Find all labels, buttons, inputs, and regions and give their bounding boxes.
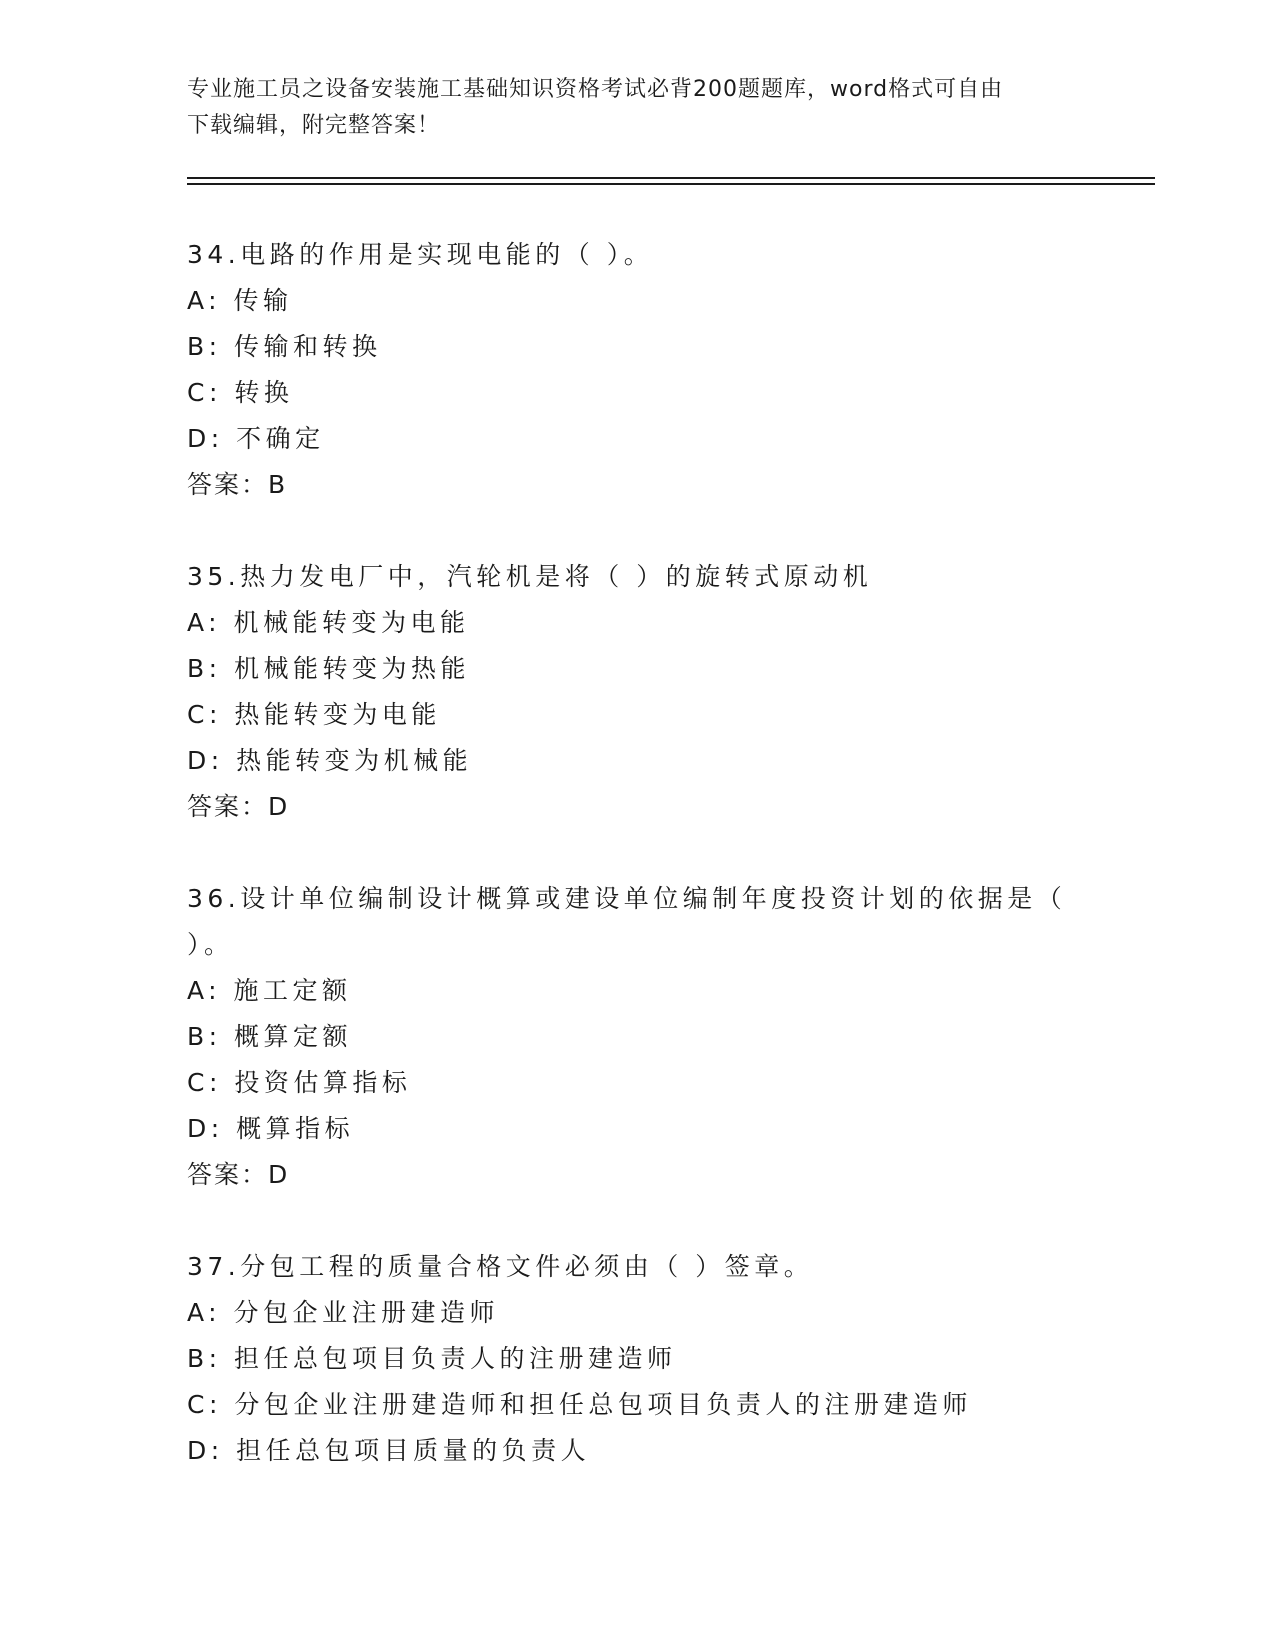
option-c: C: 热能转变为电能 <box>187 700 441 729</box>
answer: 答案：B <box>187 470 288 499</box>
option-b: B: 担任总包项目负责人的注册建造师 <box>187 1344 677 1373</box>
option-c: C: 投资估算指标 <box>187 1068 412 1097</box>
option-b: B: 概算定额 <box>187 1022 353 1051</box>
answer: 答案：D <box>187 1160 290 1189</box>
header-divider-top <box>187 177 1155 179</box>
document-header <box>187 72 1087 144</box>
question-stem: 37.分包工程的质量合格文件必须由（ ）签章。 <box>187 1252 814 1281</box>
option-a: A: 传输 <box>187 286 293 315</box>
question-36 <box>187 876 1067 1198</box>
question-stem: 34.电路的作用是实现电能的（ ）。 <box>187 240 654 269</box>
question-34 <box>187 232 1067 508</box>
option-b: B: 机械能转变为热能 <box>187 654 471 683</box>
question-35 <box>187 554 1067 830</box>
option-d: D: 概算指标 <box>187 1114 355 1143</box>
option-b: B: 传输和转换 <box>187 332 382 361</box>
option-c: C: 分包企业注册建造师和担任总包项目负责人的注册建造师 <box>187 1390 972 1419</box>
option-a: A: 机械能转变为电能 <box>187 608 470 637</box>
option-c: C: 转换 <box>187 378 294 407</box>
option-d: D: 热能转变为机械能 <box>187 746 473 775</box>
header-line-1: 专业施工员之设备安装施工基础知识资格考试必背200题题库，word格式可自由 <box>187 77 1004 102</box>
answer: 答案：D <box>187 792 290 821</box>
question-37 <box>187 1244 1067 1474</box>
header-divider-bottom <box>187 183 1155 185</box>
question-list <box>187 232 1067 1520</box>
question-stem: 36.设计单位编制设计概算或建设单位编制年度投资计划的依据是（ ）。 <box>187 884 1067 959</box>
option-a: A: 分包企业注册建造师 <box>187 1298 500 1327</box>
option-d: D: 担任总包项目质量的负责人 <box>187 1436 591 1465</box>
header-line-2: 下载编辑，附完整答案！ <box>187 113 441 138</box>
question-stem: 35.热力发电厂中，汽轮机是将（ ）的旋转式原动机 <box>187 562 873 591</box>
option-a: A: 施工定额 <box>187 976 352 1005</box>
option-d: D: 不确定 <box>187 424 325 453</box>
